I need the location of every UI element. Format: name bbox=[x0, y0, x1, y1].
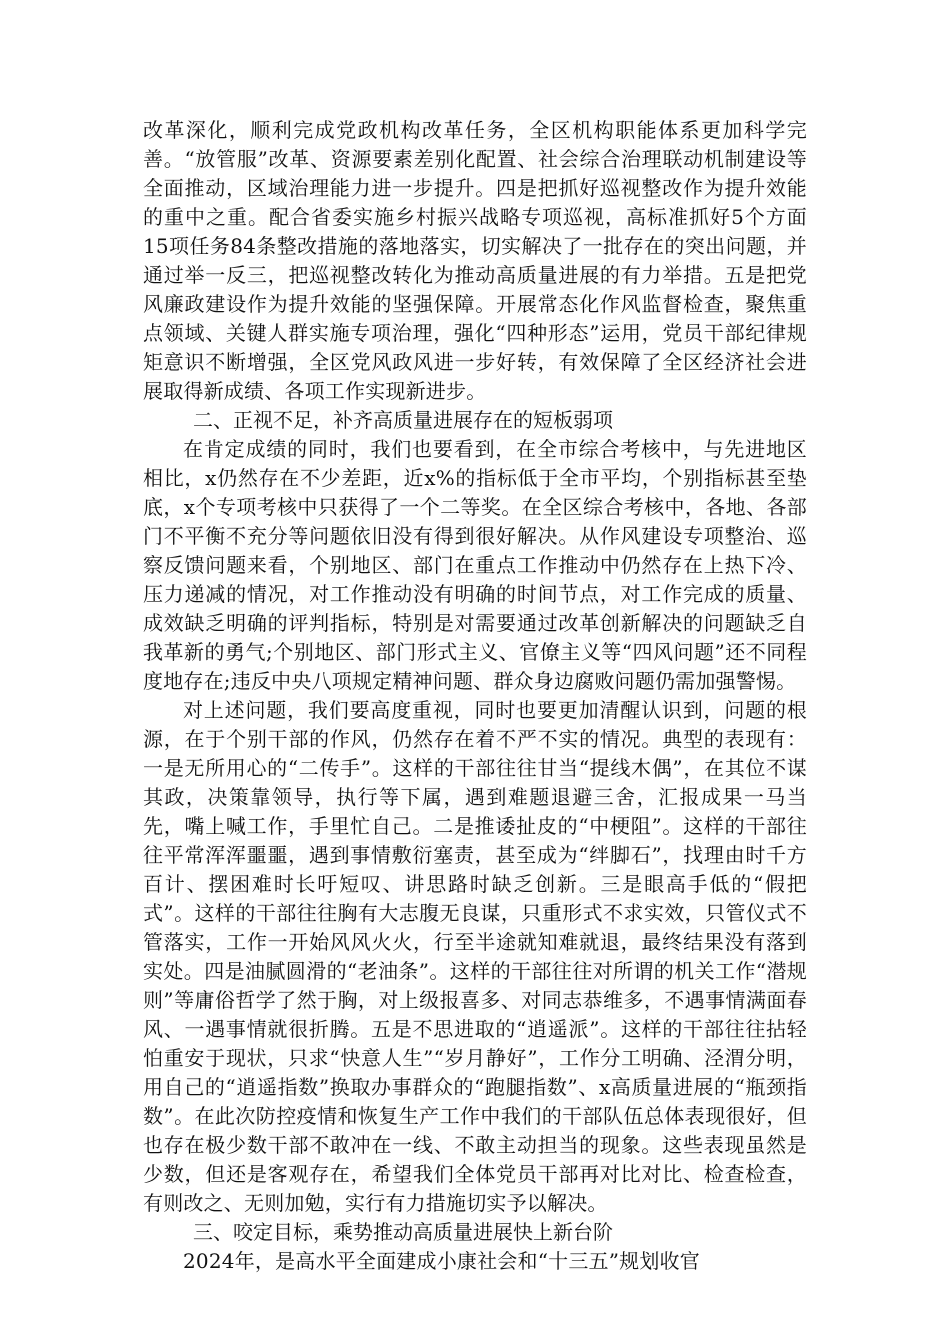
section-heading-3: 三、咬定目标，乘势推动高质量进展快上新台阶 bbox=[193, 1220, 613, 1244]
document-body bbox=[143, 116, 807, 1276]
body-paragraph-1: 改革深化，顺利完成党政机构改革任务，全区机构职能体系更加科学完善。“放管服”改革、资源要素差别化配置、社会综合治理联动机制建设等全面推动，区域治理能力进一步提升。四是把抓好巡视整改作为提升效能的重中之重。配合省委实施乡村振兴战略专项巡视，高标准抓好5个方面15项任务84条整改措施的落地落实，切实解决了一批存在的突出问题，并通过举一反三，把巡视整改转化为推动高质量进展的有力举措。五是把党风廉政建设作为提升效能的坚强保障。开展常态化作风监督检查，聚焦重点领域、关键人群实施专项治理，强化“四种形态”运用，党员干部纪律规矩意识不断增强，全区党风政风进一步好转，有效保障了全区经济社会进展取得新成绩、各项工作实现新进步。 bbox=[143, 118, 807, 403]
body-paragraph-3: 对上述问题，我们要高度重视，同时也要更加清醒认识到，问题的根源，在于个别干部的作风，仍然存在着不严不实的情况。典型的表现有：一是无所用心的“二传手”。这样的干部往往甘当“提线木偶”，在其位不谋其政，决策靠领导，执行等下属，遇到难题退避三舍，汇报成果一马当先，嘴上喊工作，手里忙自己。二是推诿扯皮的“中梗阻”。这样的干部往往平常浑浑噩噩，遇到事情敷衍塞责，甚至成为“绊脚石”，找理由时千方百计、摆困难时长吁短叹、讲思路时缺乏创新。三是眼高手低的“假把式”。这样的干部往往胸有大志腹无良谋，只重形式不求实效，只管仪式不管落实，工作一开始风风火火，行至半途就知难就退，最终结果没有落到实处。四是油腻圆滑的“老油条”。这样的干部往往对所谓的机关工作“潜规则”等庸俗哲学了然于胸，对上级报喜多、对同志恭维多，不遇事情满面春风、一遇事情就很折腾。五是不思进取的“逍遥派”。这样的干部往往拈轻怕重安于现状，只求“快意人生”“岁月静好”，工作分工明确、泾渭分明，用自己的“逍遥指数”换取办事群众的“跑腿指数”、x高质量进展的“瓶颈指数”。在此次防控疫情和恢复生产工作中我们的干部队伍总体表现很好，但也存在极少数干部不敢冲在一线、不敢主动担当的现象。这些表现虽然是少数，但还是客观存在，希望我们全体党员干部再对比对比、检查检查，有则改之、无则加勉，实行有力措施切实予以解决。 bbox=[143, 698, 807, 1215]
body-paragraph-2: 在肯定成绩的同时，我们也要看到，在全市综合考核中，与先进地区相比，x仍然存在不少差距，近x%的指标低于全市平均，个别指标甚至垫底，x个专项考核中只获得了一个二等奖。在全区综合考核中，各地、各部门不平衡不充分等问题依旧没有得到很好解决。从作风建设专项整治、巡察反馈问题来看，个别地区、部门在重点工作推动中仍然存在上热下冷、压力递减的情况，对工作推动没有明确的时间节点，对工作完成的质量、成效缺乏明确的评判指标，特别是对需要通过改革创新解决的问题缺乏自我革新的勇气;个别地区、部门形式主义、官僚主义等“四风问题”还不同程度地存在;违反中央八项规定精神问题、群众身边腐败问题仍需加强警惕。 bbox=[143, 437, 807, 693]
section-heading-2: 二、正视不足，补齐高质量进展存在的短板弱项 bbox=[193, 408, 613, 432]
body-paragraph-4: 2024年，是高水平全面建成小康社会和“十三五”规划收官 bbox=[183, 1249, 700, 1273]
